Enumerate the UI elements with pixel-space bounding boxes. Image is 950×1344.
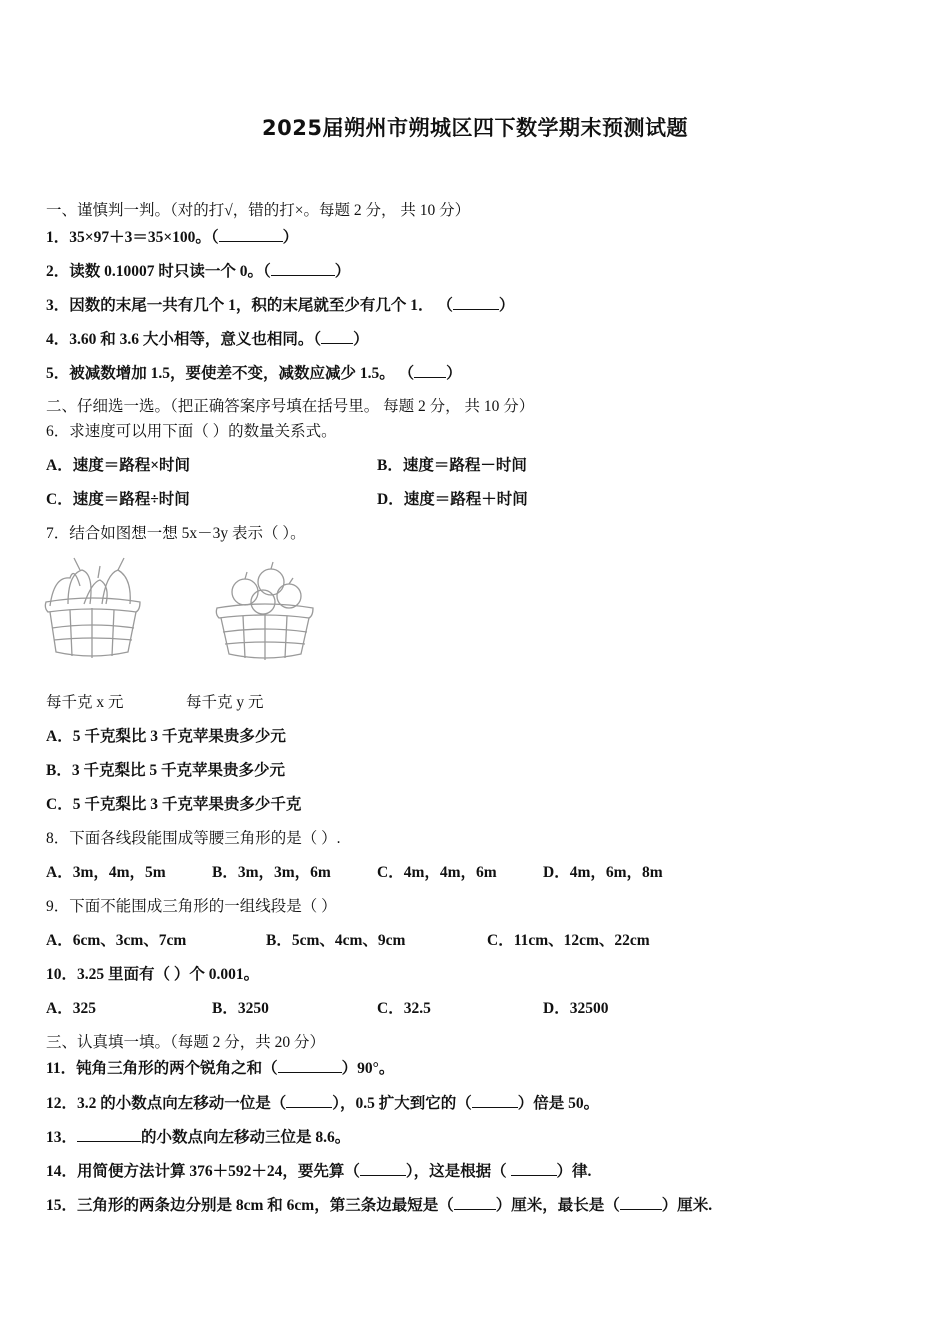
option-8c[interactable]: C．4m，4m，6m [377, 864, 497, 881]
answer-blank[interactable] [414, 363, 446, 378]
question-text: 4．3.60 和 3.6 大小相等，意义也相同。（ [46, 331, 322, 348]
apple-basket-image [213, 560, 318, 666]
question-text-end: ）倍是 50。 [517, 1095, 600, 1112]
question-9: 9．下面不能围成三角形的一组线段是（ ） [46, 898, 337, 915]
page-title: 2025届朔州市朔城区四下数学期末预测试题 [262, 116, 688, 140]
pear-price-label: 每千克 x 元 [46, 694, 124, 711]
question-text: 12．3.2 的小数点向左移动一位是（ [46, 1095, 287, 1112]
question-text: 5．被减数增加 1.5，要使差不变，减数应减少 1.5。 （ [46, 365, 415, 382]
option-6d[interactable]: D．速度＝路程＋时间 [377, 491, 528, 508]
question-text-end: ） [353, 331, 369, 348]
answer-blank-1[interactable] [454, 1195, 496, 1210]
question-text: 13． [46, 1129, 78, 1146]
question-text-end: ） [282, 229, 299, 246]
apple-price-label: 每千克 y 元 [186, 694, 264, 711]
option-10d[interactable]: D．32500 [543, 1000, 609, 1017]
question-text: 2．读数 0.10007 时只读一个 0。（ [46, 263, 271, 280]
question-text: 1．35×97＋3＝35×100。（ [46, 229, 219, 246]
option-10a[interactable]: A．325 [46, 1000, 96, 1017]
answer-blank[interactable] [278, 1058, 342, 1073]
question-text-end: ） [334, 263, 351, 280]
question-2 [46, 261, 350, 282]
question-7: 7．结合如图想一想 5x－3y 表示（ ）。 [46, 525, 306, 542]
question-text-end: 的小数点向左移动三位是 8.6。 [141, 1129, 351, 1146]
question-text-mid: ），0.5 扩大到它的（ [332, 1095, 472, 1112]
question-11 [46, 1058, 394, 1079]
option-7a[interactable]: A．5 千克梨比 3 千克苹果贵多少元 [46, 728, 286, 745]
answer-blank-2[interactable] [620, 1195, 662, 1210]
question-text-end: ）90°。 [341, 1060, 395, 1077]
answer-blank[interactable] [321, 329, 353, 344]
section-3-heading: 三、认真填一填。（每题 2 分，共 20 分） [46, 1034, 326, 1051]
answer-blank-1[interactable] [286, 1093, 332, 1108]
option-10b[interactable]: B．3250 [212, 1000, 269, 1017]
section-1-heading: 一、谨慎判一判。（对的打√，错的打×。每题 2 分， 共 10 分） [46, 202, 471, 219]
option-8b[interactable]: B．3m，3m，6m [212, 864, 331, 881]
question-1 [46, 227, 298, 248]
answer-blank-1[interactable] [360, 1161, 406, 1176]
question-text-end: ）律. [556, 1163, 592, 1180]
option-6a[interactable]: A．速度＝路程×时间 [46, 457, 191, 474]
pear-basket-image [44, 556, 144, 666]
answer-blank-2[interactable] [472, 1093, 518, 1108]
question-4 [46, 329, 369, 350]
answer-blank[interactable] [219, 227, 283, 242]
question-text: 15．三角形的两条边分别是 8cm 和 6cm，第三条边最短是（ [46, 1197, 454, 1214]
option-10c[interactable]: C．32.5 [377, 1000, 431, 1017]
option-7c[interactable]: C．5 千克梨比 3 千克苹果贵多少千克 [46, 796, 302, 813]
question-13 [46, 1127, 350, 1148]
question-10: 10．3.25 里面有（ ）个 0.001。 [46, 966, 260, 983]
question-text-end: ） [498, 297, 515, 314]
question-15 [46, 1195, 712, 1216]
section-2-heading: 二、仔细选一选。（把正确答案序号填在括号里。 每题 2 分， 共 10 分） [46, 398, 535, 415]
question-8: 8．下面各线段能围成等腰三角形的是（ ）. [46, 830, 341, 847]
answer-blank[interactable] [77, 1127, 141, 1142]
question-14 [46, 1161, 591, 1182]
question-text: 3．因数的末尾一共有几个 1，积的末尾就至少有几个 1． （ [46, 297, 453, 314]
question-3 [46, 295, 514, 316]
question-text: 14．用简便方法计算 376＋592＋24，要先算（ [46, 1163, 360, 1180]
option-7b[interactable]: B．3 千克梨比 5 千克苹果贵多少元 [46, 762, 285, 779]
question-5 [46, 363, 462, 384]
option-6c[interactable]: C．速度＝路程÷时间 [46, 491, 190, 508]
option-9b[interactable]: B．5cm、4cm、9cm [266, 932, 406, 949]
question-12 [46, 1093, 599, 1114]
question-text-end: ） [446, 365, 462, 382]
option-9a[interactable]: A．6cm、3cm、7cm [46, 932, 187, 949]
question-text-mid: ）厘米，最长是（ [495, 1197, 620, 1214]
option-6b[interactable]: B．速度＝路程－时间 [377, 457, 527, 474]
answer-blank[interactable] [271, 261, 335, 276]
question-6: 6．求速度可以用下面（ ）的数量关系式。 [46, 423, 337, 440]
question-text-end: ）厘米. [661, 1197, 713, 1214]
question-text-mid: ），这是根据（ [405, 1163, 511, 1180]
option-8d[interactable]: D．4m，6m，8m [543, 864, 663, 881]
answer-blank[interactable] [453, 295, 499, 310]
question-text: 11．钝角三角形的两个锐角之和（ [46, 1060, 278, 1077]
option-9c[interactable]: C．11cm、12cm、22cm [487, 932, 650, 949]
option-8a[interactable]: A．3m，4m，5m [46, 864, 166, 881]
answer-blank-2[interactable] [511, 1161, 557, 1176]
